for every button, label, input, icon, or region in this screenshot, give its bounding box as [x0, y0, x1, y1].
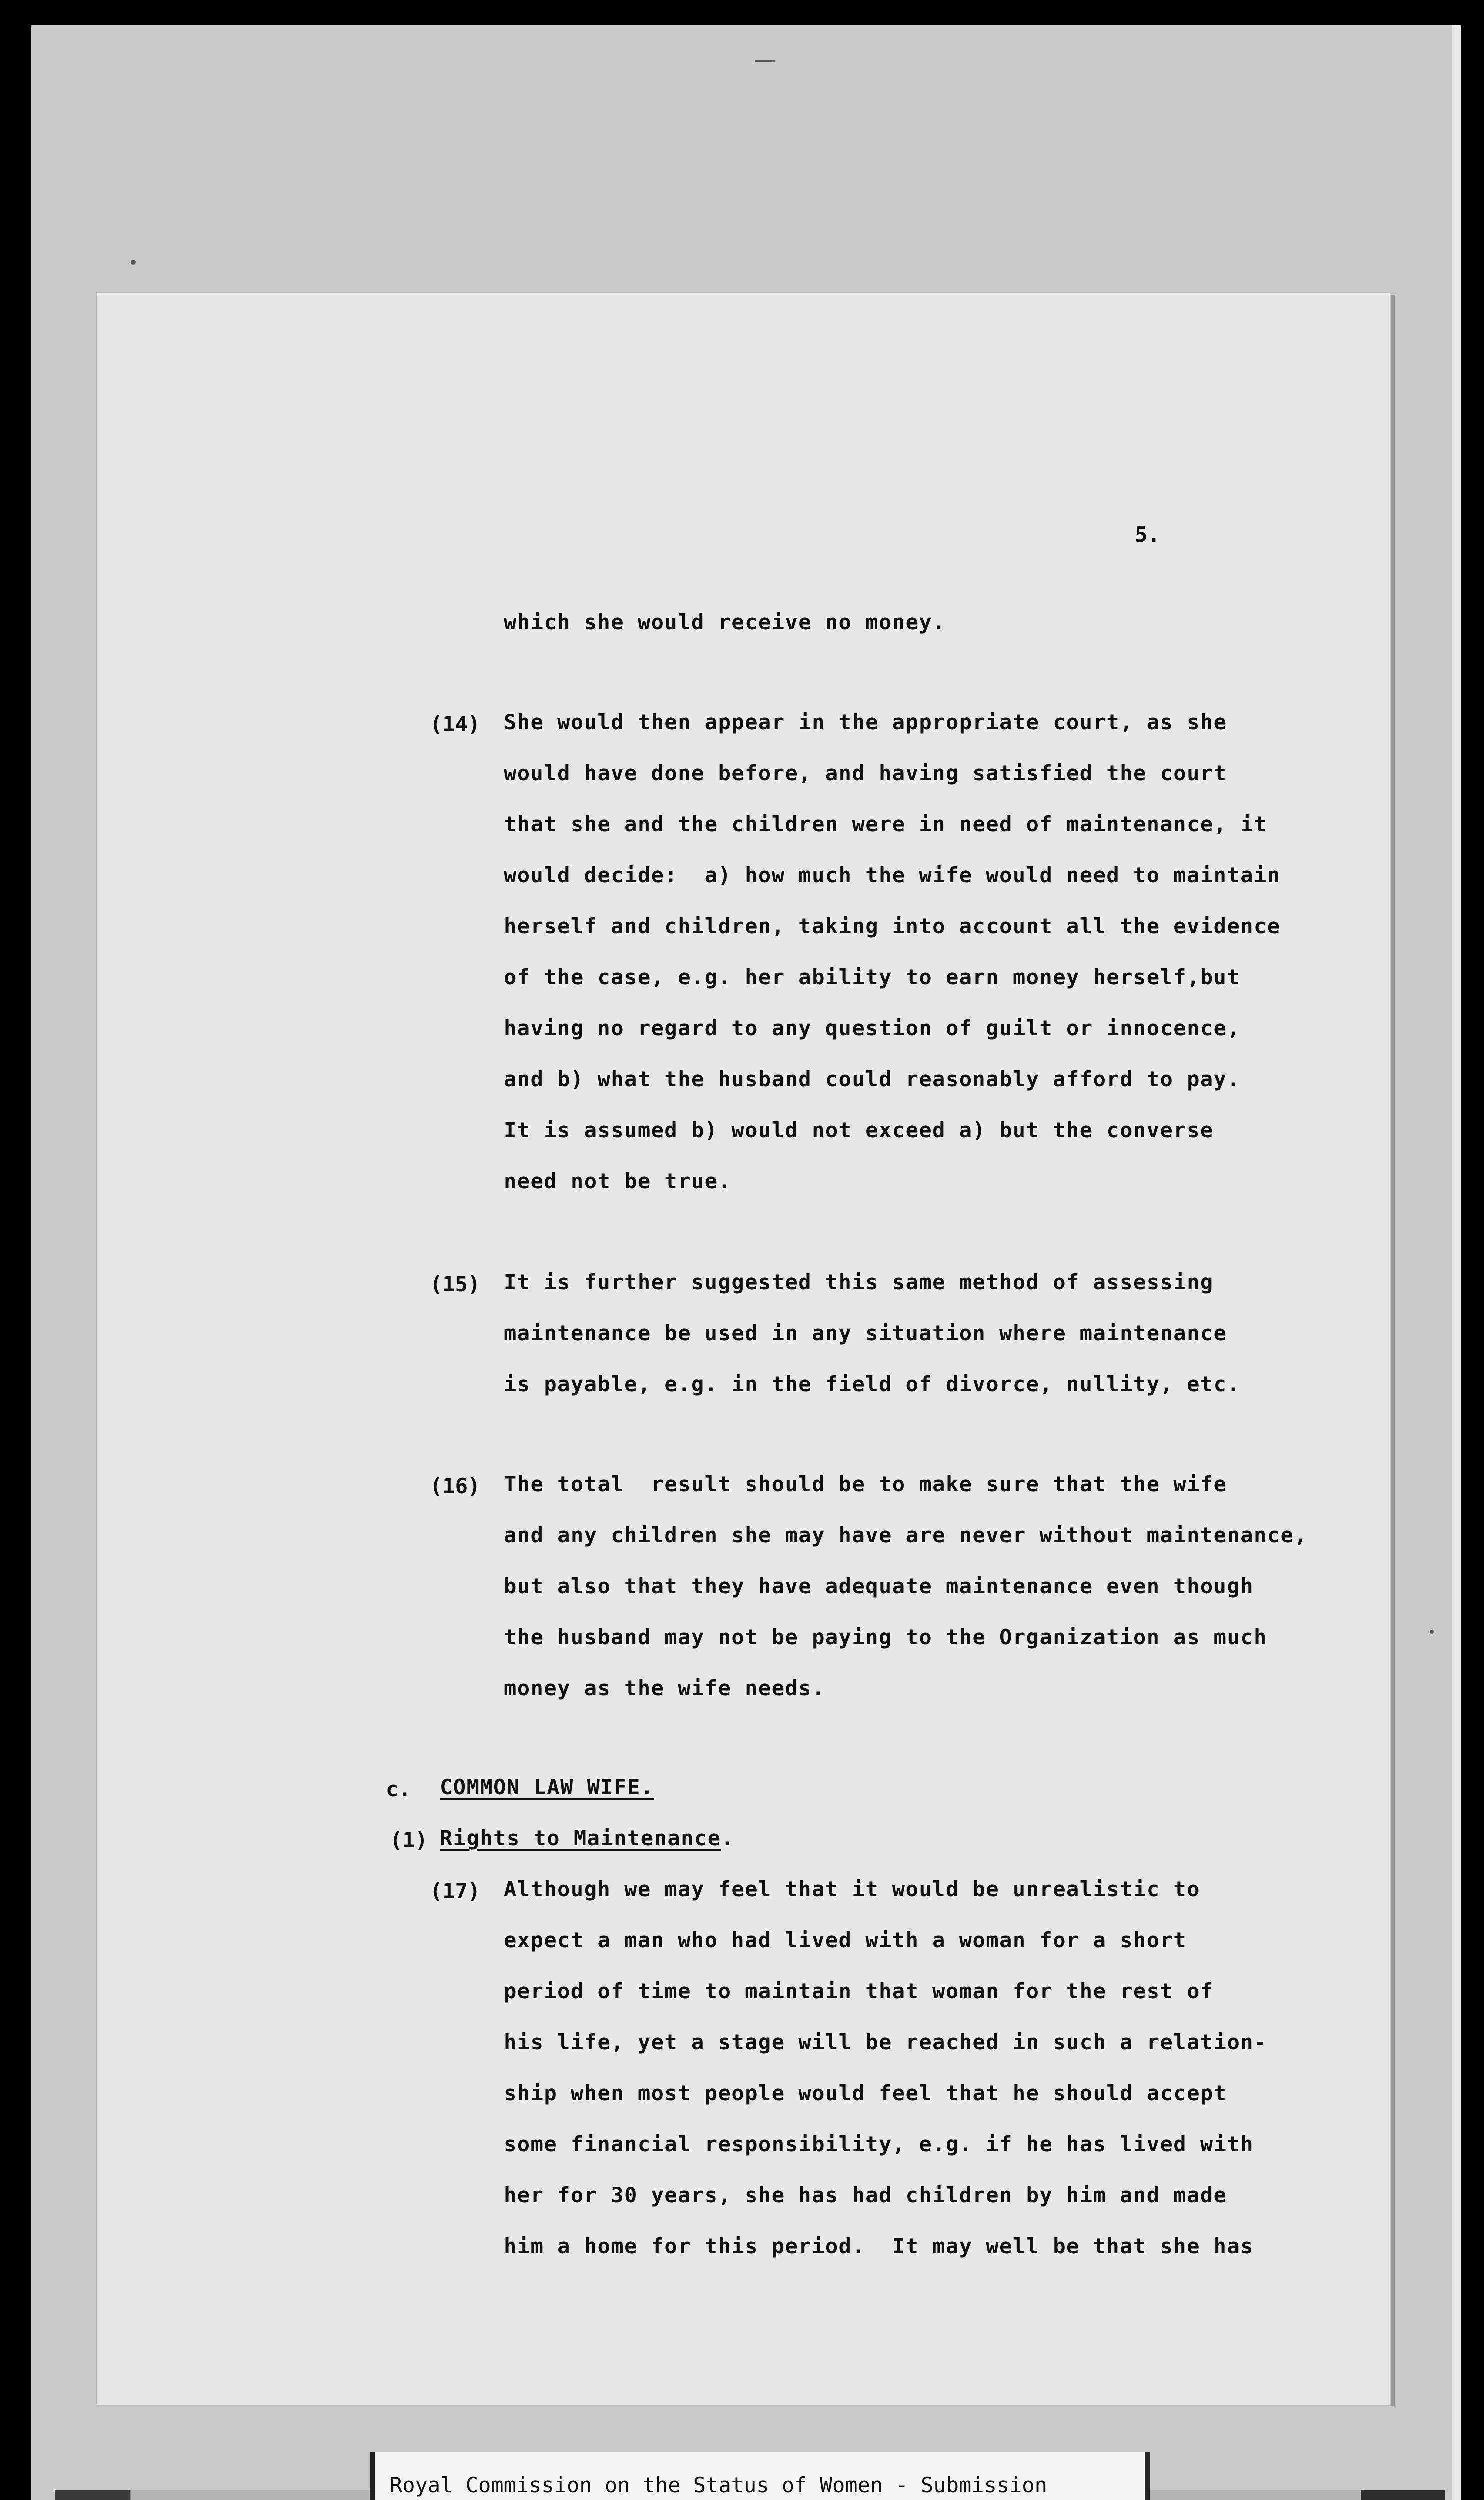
paragraph-17-line: his life, yet a stage will be reached in such a relation-: [504, 2030, 1268, 2054]
paragraph-14-line: of the case, e.g. her ability to earn money herself,but: [504, 965, 1241, 990]
dust-speck: [131, 260, 136, 265]
paragraph-14-line: need not be true.: [504, 1169, 732, 1194]
continuation-line: which she would receive no money.: [504, 610, 946, 634]
section-letter: c.: [386, 1777, 412, 1802]
paragraph-17-line: ship when most people would feel that he should accept: [504, 2081, 1228, 2106]
archive-label: [370, 2452, 1150, 2500]
paragraph-17-line: Although we may feel that it would be unrealistic to: [504, 1877, 1200, 1902]
archive-band-right-edge: [1360, 2490, 1445, 2500]
paragraph-16-line: the husband may not be paying to the Organization as much: [504, 1625, 1268, 1650]
dust-speck: [755, 60, 775, 62]
paragraph-number-17: (17): [430, 1879, 481, 1904]
paragraph-14-line: would decide: a) how much the wife would need to maintain: [504, 863, 1281, 888]
subsection-title: Rights to Maintenance: [440, 1826, 722, 1850]
paragraph-16-line: but also that they have adequate maintenance even though: [504, 1574, 1254, 1598]
backing-sheet-edge: [1452, 25, 1462, 2500]
paragraph-number-15: (15): [430, 1272, 481, 1296]
paragraph-17-line: period of time to maintain that woman for the rest of: [504, 1979, 1214, 2004]
paragraph-14-line: It is assumed b) would not exceed a) but the converse: [504, 1118, 1214, 1142]
paragraph-16-line: and any children she may have are never without maintenance,: [504, 1523, 1308, 1548]
page-number: 5.: [1135, 522, 1160, 547]
paragraph-16-line: money as the wife needs.: [504, 1676, 826, 1700]
paragraph-14-line: herself and children, taking into account all the evidence: [504, 914, 1281, 938]
paragraph-17-line: expect a man who had lived with a woman for a short: [504, 1928, 1188, 1952]
document-page: [96, 292, 1391, 2406]
subsection-title-period: .: [721, 1826, 735, 1850]
paragraph-15-line: It is further suggested this same method of assessing: [504, 1270, 1214, 1294]
section-heading: COMMON LAW WIFE.: [440, 1775, 654, 1800]
paragraph-15-line: maintenance be used in any situation where maintenance: [504, 1321, 1228, 1346]
paragraph-16-line: The total result should be to make sure that the wife: [504, 1472, 1228, 1496]
paragraph-14-line: that she and the children were in need of maintenance, it: [504, 812, 1268, 836]
archive-band-left-edge: [55, 2490, 130, 2500]
paragraph-14-line: having no regard to any question of guilt or innocence,: [504, 1016, 1241, 1040]
subsection-heading: [440, 1828, 734, 1849]
archive-label-title: Royal Commission on the Status of Women - Submission: [390, 2473, 1048, 2498]
paragraph-14-line: She would then appear in the appropriate court, as she: [504, 710, 1228, 734]
paragraph-14-line: and b) what the husband could reasonably afford to pay.: [504, 1067, 1241, 1092]
paragraph-number-16: (16): [430, 1474, 481, 1498]
paragraph-15-line: is payable, e.g. in the field of divorce, nullity, etc.: [504, 1372, 1241, 1396]
paragraph-17-line: her for 30 years, she has had children by him and made: [504, 2183, 1228, 2208]
dust-speck: [1430, 1630, 1434, 1634]
paragraph-17-line: some financial responsibility, e.g. if he has lived with: [504, 2132, 1254, 2156]
paragraph-17-line: him a home for this period. It may well be that she has: [504, 2234, 1254, 2258]
subsection-number: (1): [390, 1828, 428, 1852]
paragraph-number-14: (14): [430, 712, 481, 736]
paragraph-14-line: would have done before, and having satisfied the court: [504, 761, 1228, 786]
